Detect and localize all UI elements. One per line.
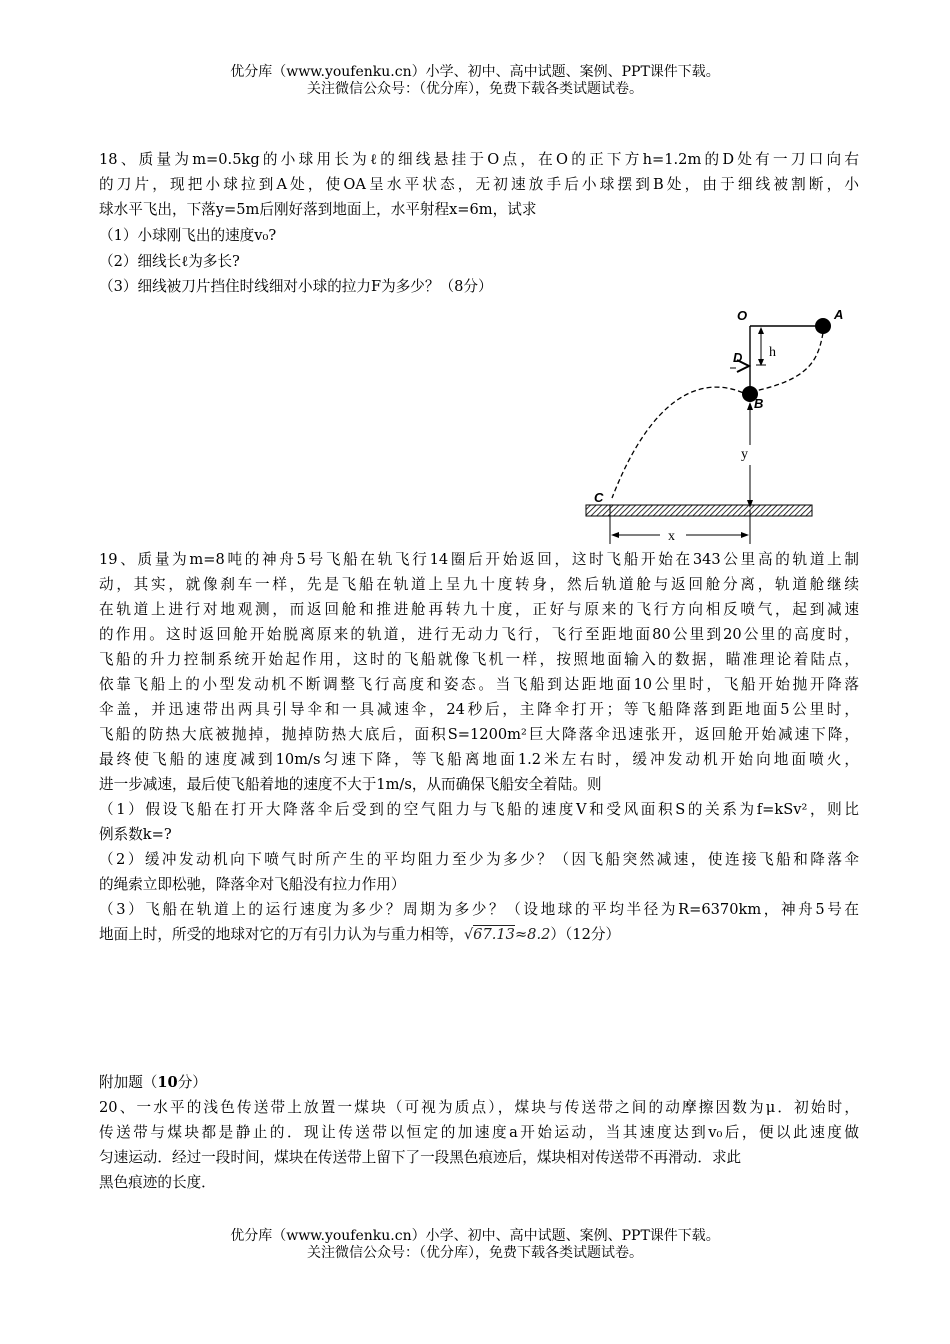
q19-sub-2-a: （2）缓冲发动机向下喷气时所产生的平均阻力至少为多少？（因飞船突然减速，使连接飞船和降落伞 xyxy=(99,851,859,868)
q19-line-10: 进一步减速，最后使飞船着地的速度不大于1m/s，从而确保飞船安全着陆。则 xyxy=(99,776,602,793)
bonus-line-3: 匀速运动．经过一段时间，煤块在传送带上留下了一段黑色痕迹后，煤块相对传送带不再滑动．求此 xyxy=(99,1149,742,1166)
q19-sub-3-b-post: ）（12分） xyxy=(550,926,621,943)
label-o: O xyxy=(737,308,748,323)
sqrt-expression xyxy=(464,925,551,943)
q18-line-3: 球水平飞出，下落y=5m后刚好落到地面上，水平射程x=6m，试求 xyxy=(99,201,537,218)
x-arrow-right xyxy=(741,532,749,538)
q19-line-2: 动，其实，就像刹车一样，先是飞船在轨道上呈九十度转身，然后轨道舱与返回舱分离，轨道舱继续 xyxy=(99,576,859,593)
q18-line-1: 18、质量为m=0.5kg的小球用长为ℓ的细线悬挂于O点，在O的正下方h=1.2m的D处有一刀口向右 xyxy=(99,151,859,168)
bonus-line-2: 传送带与煤块都是静止的．现让传送带以恒定的加速度a开始运动，当其速度达到v₀后，便以此速度做 xyxy=(99,1124,859,1141)
footer-line-1: 优分库（www.youfenku.cn）小学、初中、高中试题、案例、PPT课件下载。 xyxy=(230,1228,720,1244)
q19-sub-1-a: （1）假设飞船在打开大降落伞后受到的空气阻力与飞船的速度V和受风面积S的关系为f=kSv²，则比 xyxy=(99,801,859,818)
bonus-title-end: 分） xyxy=(177,1074,207,1091)
bonus-question xyxy=(99,1070,859,1195)
q19-sub-3-b xyxy=(99,922,859,947)
bonus-points: 10 xyxy=(157,1074,178,1091)
x-arrow-left xyxy=(611,532,619,538)
bonus-title xyxy=(99,1070,859,1095)
header-line-1: 优分库（www.youfenku.cn）小学、初中、高中试题、案例、PPT课件下载。 xyxy=(230,64,720,80)
q19-line-1: 19、质量为m=8吨的神舟5号飞船在轨飞行14圈后开始返回，这时飞船开始在343公里高的轨道上制 xyxy=(99,551,859,568)
ball-a xyxy=(815,318,831,334)
pendulum-figure xyxy=(580,300,844,546)
sqrt-argument: 67.13 xyxy=(473,926,515,943)
q19-line-6: 依靠飞船上的小型发动机不断调整飞行高度和姿态。当飞船到达距地面10公里时，飞船开始抛开降落 xyxy=(99,676,859,693)
header-line-2: 关注微信公众号：（优分库），免费下载各类试题试卷。 xyxy=(307,81,643,97)
q18-sub-3: （3）细线被刀片挡住时线细对小球的拉力F为多少？（8分） xyxy=(99,278,493,295)
sqrt-icon: √ xyxy=(463,926,474,943)
label-h: h xyxy=(769,345,776,360)
q19-line-3: 在轨道上进行对地观测，而返回舱和推进舱再转九十度，正好与原来的飞行方向相反喷气，起到减速 xyxy=(99,601,859,618)
question-19 xyxy=(99,547,859,947)
ground xyxy=(586,505,812,516)
bonus-line-1: 20、一水平的浅色传送带上放置一煤块（可视为质点），煤块与传送带之间的动摩擦因数为μ．初始时， xyxy=(99,1099,859,1116)
label-a: A xyxy=(834,307,844,322)
q19-line-4: 的作用。这时返回舱开始脱离原来的轨道，进行无动力飞行，飞行至距地面80公里到20公里的高度时， xyxy=(99,626,859,643)
page-header xyxy=(0,64,950,98)
q18-sub-1: （1）小球刚飞出的速度v₀? xyxy=(99,227,277,244)
q18-line-2: 的刀片，现把小球拉到A处，使OA呈水平状态，无初速放手后小球摆到B处，由于细线被割断，小 xyxy=(99,176,859,193)
q19-line-9: 最终使飞船的速度减到10m/s匀速下降，等飞船离地面1.2米左右时，缓冲发动机开始向地面喷火， xyxy=(99,751,859,768)
label-x: x xyxy=(668,529,675,544)
q19-sub-1-b: 例系数k=? xyxy=(99,826,172,843)
bonus-title-text: 附加题（ xyxy=(99,1074,158,1091)
projectile-path xyxy=(612,387,750,498)
q18-subquestions xyxy=(99,223,859,300)
question-18 xyxy=(99,147,859,222)
q19-line-7: 伞盖，并迅速带出两具引导伞和一具减速伞，24秒后，主降伞打开；等飞船降落到距地面5公里时， xyxy=(99,701,859,718)
page-footer xyxy=(0,1228,950,1262)
q19-sub-3-b-pre: 地面上时，所受的地球对它的万有引力认为与重力相等， xyxy=(99,926,464,943)
approx-value: ≈8.2 xyxy=(514,926,551,943)
q19-sub-2-b: 的绳索立即松驰，降落伞对飞船没有拉力作用） xyxy=(99,876,406,893)
q19-line-5: 飞船的升力控制系统开始起作用，这时的飞船就像飞机一样，按照地面输入的数据，瞄准理论着陆点， xyxy=(99,651,859,668)
footer-line-2: 关注微信公众号：（优分库），免费下载各类试题试卷。 xyxy=(307,1245,643,1261)
q19-line-8: 飞船的防热大底被抛掉，抛掉防热大底后，面积S=1200m²巨大降落伞迅速张开，返回舱开始减速下降， xyxy=(99,726,859,743)
h-arrow-up xyxy=(758,327,764,334)
label-b: B xyxy=(754,396,764,411)
bonus-line-4: 黑色痕迹的长度． xyxy=(99,1174,216,1191)
q19-sub-3-a: （3）飞船在轨道上的运行速度为多少？周期为多少？（设地球的平均半径为R=6370km，神舟5号在 xyxy=(99,901,859,918)
label-d: D xyxy=(733,350,743,365)
label-c: C xyxy=(594,490,604,505)
label-y: y xyxy=(741,447,748,462)
y-arrow-up xyxy=(747,402,753,410)
q18-sub-2: （2）细线长ℓ为多长? xyxy=(99,252,240,270)
